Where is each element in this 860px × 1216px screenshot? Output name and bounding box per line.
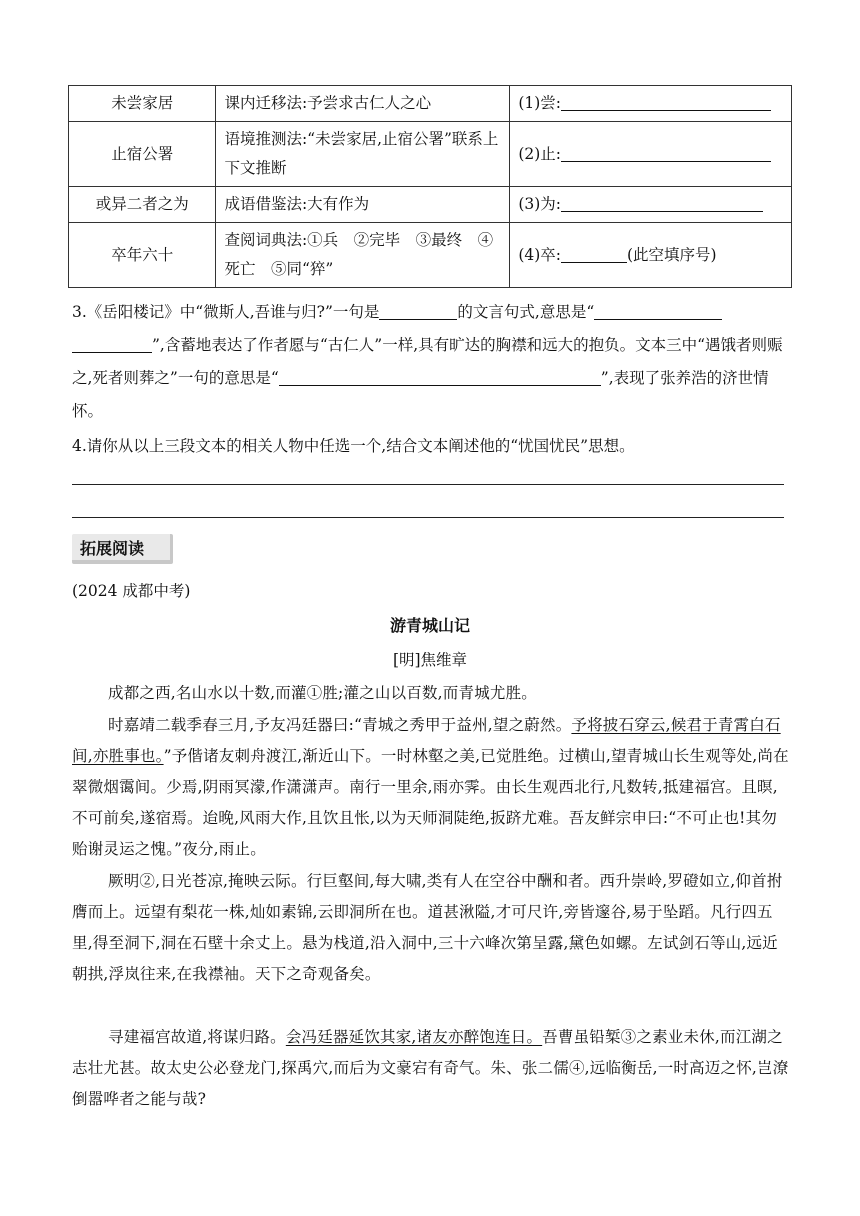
answer-blank[interactable] [561, 143, 771, 162]
source-note: (2024 成都中考) [72, 582, 191, 600]
answer-blank[interactable] [72, 334, 152, 353]
passage-title: 游青城山记 [389, 616, 470, 635]
table-row [69, 187, 792, 223]
method-cell: 成语借鉴法:大有作为 [216, 187, 510, 223]
answer-blank[interactable] [561, 244, 627, 263]
answer-note: (此空填序号) [627, 245, 717, 264]
answer-cell [510, 122, 792, 187]
answer-blank[interactable] [561, 92, 771, 111]
answer-line[interactable] [72, 517, 784, 518]
passage-paragraph: 成都之西,名山水以十数,而灌①胜;灌之山以百数,而青城尤胜。 [108, 684, 538, 702]
passage-text: ”予偕诸友刺舟渡江,渐近山下。一时林壑之美,已觉胜绝。过横山,望青城山长生观等处,尚在翠微烟霭间。少焉,阴雨冥濛,作潇潇声。南行一里余,雨亦霁。由长生观西北行,凡数转,抵建福宫。且暝,不可前矣,遂宿焉。迨晚,风雨大作,且饮且怅,以为天师洞陡绝,扳跻尤难。吾友鲜宗申曰:“不可止也!其勿贻谢灵运之愧。”夜分,雨止。 [72, 747, 789, 858]
answer-cell [510, 223, 792, 288]
q3-text: ”,含蓄地表达了作者愿与“古仁人”一样,具有旷达的胸襟和远大的抱负。文本三中“遇饿者则赈之,死者则葬之”一句的意思是“ [72, 336, 783, 387]
passage-author: [明]焦维章 [392, 651, 468, 669]
answer-label: (1)尝: [518, 94, 561, 112]
underlined-sentence: 予将披石穿云,候君于青霄白石间,亦胜事也。 [72, 716, 781, 765]
question-4: 4.请你从以上三段文本的相关人物中任选一个,结合文本阐述他的“忧国忧民”思想。 [72, 437, 635, 455]
answer-label: (4)卒: [518, 245, 561, 264]
answer-label: (2)止: [518, 144, 561, 163]
answer-blank[interactable] [594, 301, 722, 320]
passage-paragraph [72, 1022, 792, 1115]
table-row [69, 223, 792, 288]
passage-text: 寻建福宫故道,将谋归路。 [108, 1028, 286, 1046]
passage-paragraph: 厥明②,日光苍凉,掩映云际。行巨壑间,每大啸,类有人在空谷中酬和者。西升崇岭,罗磴如立,仰首拊膺而上。远望有梨花一株,灿如素锦,云即洞所在也。道甚湫隘,才可尺许,旁皆邃谷,易于坠蹈。凡行四五里,得至洞下,洞在石壁十余丈上。悬为栈道,沿入洞中,三十六峰次第呈露,黛色如螺。左试剑石等山,远近朝拱,浮岚往来,在我襟袖。天下之奇观备矣。 [72, 872, 783, 983]
underlined-sentence: 会冯廷器延饮其家,诸友亦醉饱连日。 [285, 1028, 543, 1046]
table-row [69, 122, 792, 187]
section-tag-label: 拓展阅读 [80, 539, 145, 558]
table-row [69, 86, 792, 122]
word-cell: 或异二者之为 [69, 187, 216, 223]
answer-cell [510, 187, 792, 223]
vocabulary-table [68, 85, 792, 288]
q3-text: 3.《岳阳楼记》中“微斯人,吾谁与归?”一句是 [72, 303, 380, 321]
answer-cell [510, 86, 792, 122]
q3-text: 的文言句式,意思是“ [457, 303, 595, 321]
method-cell: 语境推测法:“未尝家居,止宿公署”联系上下文推断 [216, 122, 510, 187]
question-3 [72, 296, 790, 428]
passage-paragraph [72, 710, 792, 865]
answer-blank[interactable] [279, 367, 601, 386]
method-cell: 课内迁移法:予尝求古仁人之心 [216, 86, 510, 122]
q3-text: ”,表现了张养浩的济世情怀。 [72, 369, 769, 420]
answer-blank[interactable] [561, 193, 763, 212]
passage-text: 时嘉靖二载季春三月,予友冯廷器曰:“青城之秀甲于益州,望之蔚然。 [108, 716, 572, 734]
answer-label: (3)为: [518, 195, 561, 213]
method-cell: 查阅词典法:①兵 ②完毕 ③最终 ④死亡 ⑤同“猝” [216, 223, 510, 288]
answer-line[interactable] [72, 484, 784, 485]
word-cell: 卒年六十 [69, 223, 216, 288]
word-cell: 止宿公署 [69, 122, 216, 187]
answer-blank[interactable] [379, 301, 457, 320]
section-tag [72, 534, 173, 564]
passage-text: 吾曹虽铅椠③之素业未休,而江湖之志壮尤甚。故太史公必登龙门,探禹穴,而后为文豪宕有奇气。朱、张二儒④,远临衡岳,一时高迈之怀,岂潦倒嚣哗者之能与哉? [72, 1028, 789, 1108]
word-cell: 未尝家居 [69, 86, 216, 122]
